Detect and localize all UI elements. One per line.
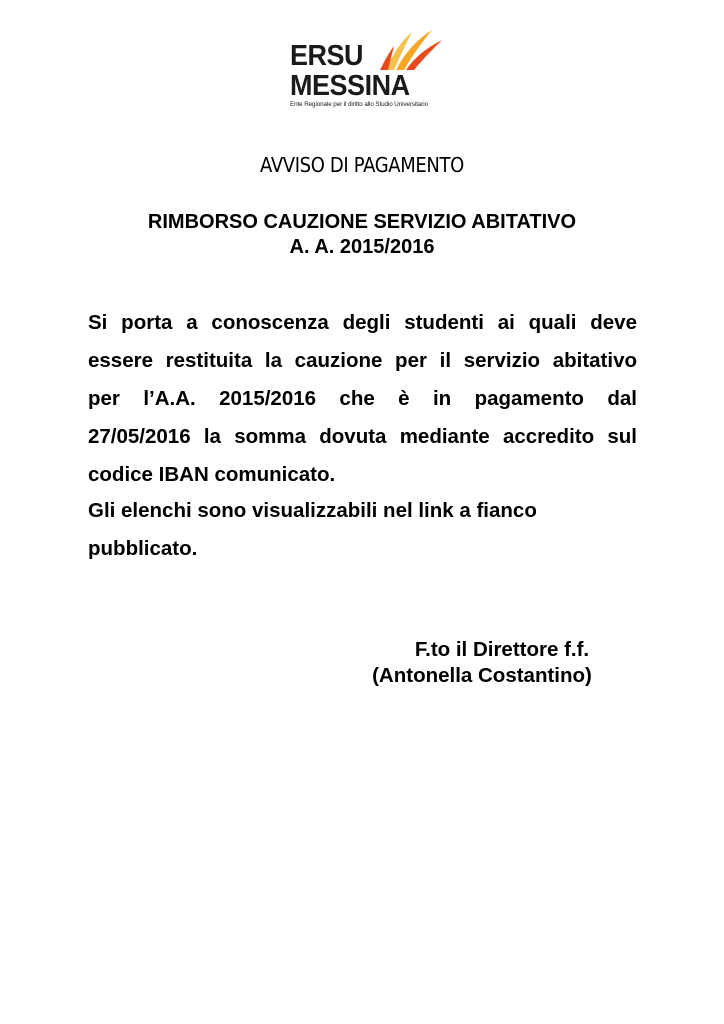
notice-title: AVVISO DI PAGAMENTO [260,153,464,177]
notice-subtitle-line-2: A. A. 2015/2016 [289,236,435,258]
body-paragraph-2-line: Gli elenchi sono visualizzabili nel link a fianco [88,499,537,522]
logo-tagline: Ente Regionale per il diritto allo Studio Universitario [290,101,429,108]
body-paragraph-1-line: essere restituita la cauzione per il servizio abitativo [88,349,637,372]
logo-word-ersu: ERSU [290,40,364,72]
ersu-messina-logo [286,26,446,112]
signature-name: (Antonella Costantino) [372,664,592,687]
body-paragraph-2-line: pubblicato. [88,537,198,560]
body-paragraph-1 [88,304,637,494]
logo-word-messina: MESSINA [290,70,410,102]
body-paragraph-1-line: Si porta a conoscenza degli studenti ai quali deve [88,311,637,334]
notice-subtitle-line-1: RIMBORSO CAUZIONE SERVIZIO ABITATIVO [147,211,577,233]
body-paragraph-1-line: per l’A.A. 2015/2016 che è in pagamento dal [88,387,637,410]
signature-title: F.to il Direttore f.f. [414,638,590,661]
body-paragraph-1-line: codice IBAN comunicato. [88,463,336,486]
ersu-flame-logo-icon [378,26,444,74]
body-paragraph-2 [88,492,637,568]
body-paragraph-1-line: 27/05/2016 la somma dovuta mediante accredito sul [88,425,637,448]
